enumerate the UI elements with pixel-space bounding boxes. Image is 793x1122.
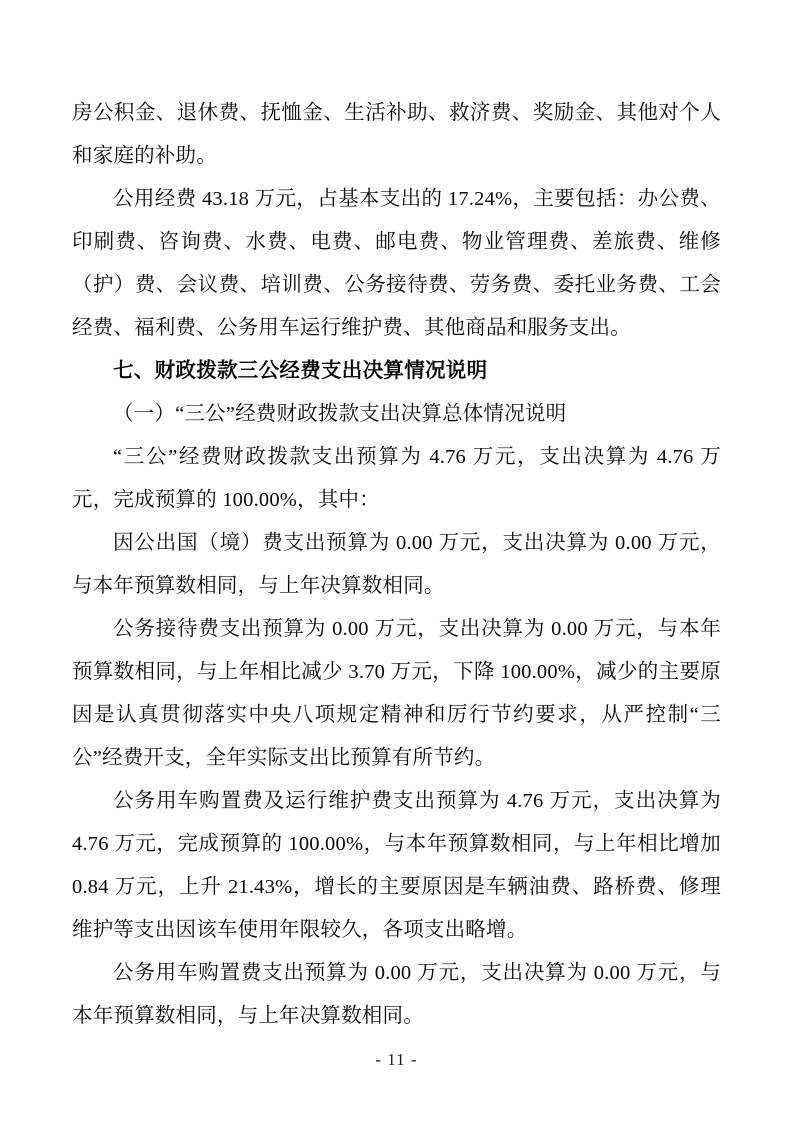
subheading-overall-situation: （一）“三公”经费财政拨款支出决算总体情况说明 — [113, 403, 567, 425]
heading-section-seven: 七、财政拨款三公经费支出决算情况说明 — [113, 360, 488, 382]
page-number-footer: - 11 - — [375, 1050, 418, 1069]
document-body — [72, 92, 721, 1038]
paragraph-three-public-total: “三公”经费财政拨款支出预算为 4.76 万元，支出决算为 4.76 万元，完成预算的 100.00%，其中： — [72, 446, 721, 511]
paragraph-official-reception: 公务接待费支出预算为 0.00 万元，支出决算为 0.00 万元，与本年预算数相同，与上年相比减少 3.70 万元，下降 100.00%，减少的主要原因是认真贯彻落实中央八项规定精神和厉行节约要求，从严控制“三公”经费开支，全年实际支出比预算有所节约。 — [72, 618, 721, 769]
paragraph-vehicle-purchase: 公务用车购置费支出预算为 0.00 万元，支出决算为 0.00 万元，与本年预算数相同，与上年决算数相同。 — [72, 962, 721, 1027]
paragraph-overseas-travel: 因公出国（境）费支出预算为 0.00 万元，支出决算为 0.00 万元，与本年预算数相同，与上年决算数相同。 — [72, 532, 721, 597]
paragraph-public-funds: 公用经费 43.18 万元，占基本支出的 17.24%，主要包括：办公费、印刷费、咨询费、水费、电费、邮电费、物业管理费、差旅费、维修（护）费、会议费、培训费、公务接待费、劳务费、委托业务费、工会经费、福利费、公务用车运行维护费、其他商品和服务支出。 — [72, 188, 721, 339]
paragraph-housing-fund-continued: 房公积金、退休费、抚恤金、生活补助、救济费、奖励金、其他对个人和家庭的补助。 — [72, 102, 721, 167]
paragraph-vehicle-purchase-and-maintenance: 公务用车购置费及运行维护费支出预算为 4.76 万元，支出决算为 4.76 万元，完成预算的 100.00%，与本年预算数相同，与上年相比增加 0.84 万元，上升 21.43%，增长的主要原因是车辆油费、路桥费、修理维护等支出因该车使用年限较久，各项支出略增。 — [72, 790, 721, 941]
